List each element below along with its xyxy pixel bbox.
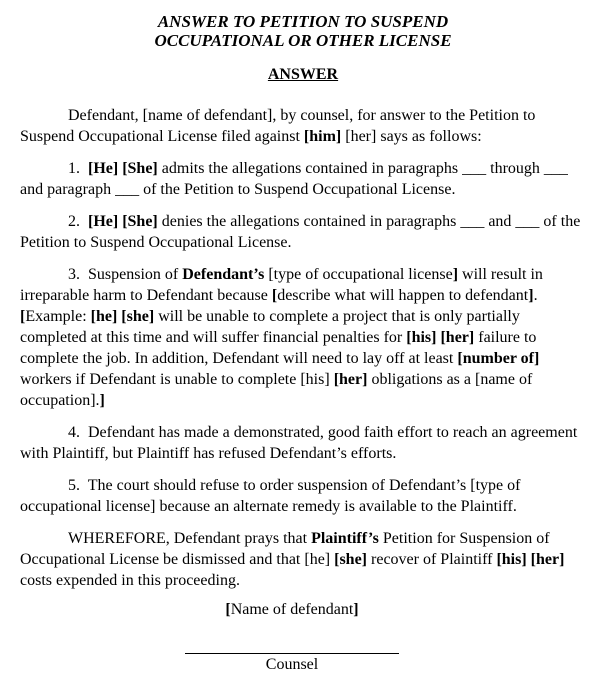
paragraph-4-good-faith-effort: 4. Defendant has made a demonstrated, good faith effort to reach an agreement with Plaintiff, but Plaintiff has refused Defendant’s efforts.	[20, 424, 578, 462]
intro-paragraph: Defendant, [name of defendant], by counsel, for answer to the Petition to Suspend Occupational License filed against [him] [her] says as follows:	[20, 107, 536, 145]
signature-block	[185, 599, 399, 675]
paragraph-2-denies: 2. [He] [She] denies the allegations contained in paragraphs ___ and ___ of the Petition to Suspend Occupational License.	[20, 213, 581, 251]
wherefore-paragraph: WHEREFORE, Defendant prays that Plaintiff’s Petition for Suspension of Occupational License be dismissed and that [he] [she] recover of Plaintiff [his] [her] costs expended in this proceeding.	[20, 530, 565, 589]
document-title-line2: OCCUPATIONAL OR OTHER LICENSE	[154, 31, 452, 50]
paragraph-1-admits: 1. [He] [She] admits the allegations contained in paragraphs ___ through ___ and paragraph ___ of the Petition to Suspend Occupational License.	[20, 160, 568, 198]
document-title	[20, 12, 586, 50]
answer-heading: ANSWER	[267, 66, 339, 83]
paragraph-3-irreparable-harm: 3. Suspension of Defendant’s [type of occupational license] will result in irreparable harm to Defendant because [describe what will happen to defendant]. [Example: [he] [she] will be unable to complete a project that is only partially completed at this time and will suffer financial penalties for [his] [her] failure to complete the job. In addition, Defendant will need to lay off at least [number of] workers if Defendant is unable to complete [his] [her] obligations as a [name of occupation].]	[20, 266, 543, 409]
defendant-name-placeholder: [Name of defendant]	[225, 601, 359, 618]
counsel-label: Counsel	[265, 656, 319, 673]
document-title-line1: ANSWER TO PETITION TO SUSPEND	[157, 12, 449, 31]
paragraph-5-alternate-remedy: 5. The court should refuse to order suspension of Defendant’s [type of occupational license] because an alternate remedy is available to the Plaintiff.	[20, 477, 521, 515]
